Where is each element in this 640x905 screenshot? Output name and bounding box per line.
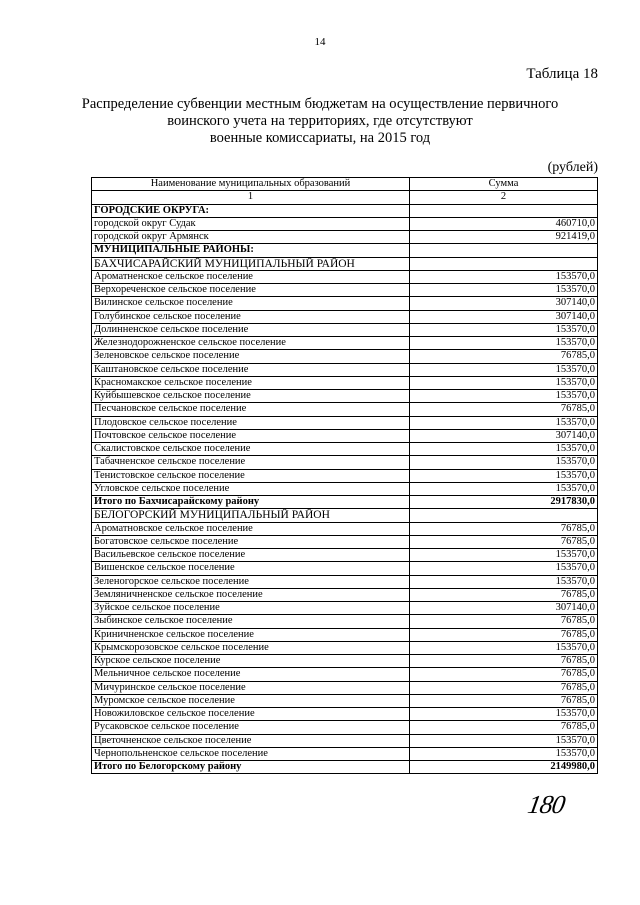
row-name-cell: городской округ Судак: [92, 217, 410, 230]
row-amount-cell: 153570,0: [410, 390, 598, 403]
table-row-item: [92, 390, 598, 403]
document-title: [70, 96, 570, 147]
row-amount-cell: 153570,0: [410, 363, 598, 376]
row-amount-cell: 2917830,0: [410, 496, 598, 509]
row-name-cell: Куйбышевское сельское поселение: [92, 390, 410, 403]
row-name-cell: Верхореченское сельское поселение: [92, 284, 410, 297]
table-row-item: [92, 350, 598, 363]
row-amount-cell: 76785,0: [410, 721, 598, 734]
row-name-cell: Мичуринское сельское поселение: [92, 681, 410, 694]
column-number-name: 1: [92, 191, 410, 204]
row-name-cell: Каштановское сельское поселение: [92, 363, 410, 376]
table-row-item: [92, 734, 598, 747]
row-amount-cell: 76785,0: [410, 615, 598, 628]
row-amount-cell: 307140,0: [410, 602, 598, 615]
table-row-item: [92, 443, 598, 456]
table-row-item: [92, 217, 598, 230]
row-amount-cell: 153570,0: [410, 734, 598, 747]
table-row-item: [92, 575, 598, 588]
row-name-cell: Зыбинское сельское поселение: [92, 615, 410, 628]
row-amount-cell: 76785,0: [410, 350, 598, 363]
header-row: [92, 178, 598, 191]
title-line: военные комиссариаты, на 2015 год: [209, 130, 431, 146]
row-amount-cell: 460710,0: [410, 217, 598, 230]
row-name-cell: Вилинское сельское поселение: [92, 297, 410, 310]
table-row-item: [92, 562, 598, 575]
title-line: воинского учета на территориях, где отсутствуют: [167, 113, 473, 129]
row-name-cell: Муромское сельское поселение: [92, 694, 410, 707]
table-row-item: [92, 323, 598, 336]
table-row-item: [92, 628, 598, 641]
row-amount-cell: 153570,0: [410, 284, 598, 297]
row-amount-cell: 153570,0: [410, 416, 598, 429]
table-row-section: [92, 204, 598, 217]
row-amount-cell: 307140,0: [410, 310, 598, 323]
row-name-cell: Почтовское сельское поселение: [92, 429, 410, 442]
row-amount-cell: 921419,0: [410, 231, 598, 244]
table-row-item: [92, 721, 598, 734]
row-name-cell: Красномакское сельское поселение: [92, 376, 410, 389]
row-amount-cell: [410, 244, 598, 257]
row-name-cell: Цветочненское сельское поселение: [92, 734, 410, 747]
row-amount-cell: 153570,0: [410, 708, 598, 721]
row-amount-cell: 76785,0: [410, 403, 598, 416]
table-row-item: [92, 429, 598, 442]
row-name-cell: Долинненское сельское поселение: [92, 323, 410, 336]
row-amount-cell: 153570,0: [410, 270, 598, 283]
table-row-item: [92, 615, 598, 628]
table-row-item: [92, 416, 598, 429]
table-row-item: [92, 535, 598, 548]
title-line: Распределение субвенции местным бюджетам на осуществление первичного: [81, 96, 559, 112]
row-name-cell: Итого по Бахчисарайскому району: [92, 496, 410, 509]
table-row-section: [92, 244, 598, 257]
row-amount-cell: 153570,0: [410, 469, 598, 482]
row-amount-cell: [410, 257, 598, 270]
row-name-cell: Железнодорожненское сельское поселение: [92, 337, 410, 350]
row-name-cell: Васильевское сельское поселение: [92, 549, 410, 562]
row-amount-cell: 153570,0: [410, 562, 598, 575]
row-amount-cell: 153570,0: [410, 323, 598, 336]
table-row-item: [92, 376, 598, 389]
table-row-item: [92, 297, 598, 310]
table-row-item: [92, 231, 598, 244]
row-name-cell: Табачненское сельское поселение: [92, 456, 410, 469]
row-name-cell: Зеленогорское сельское поселение: [92, 575, 410, 588]
row-amount-cell: 153570,0: [410, 482, 598, 495]
table-body: [92, 178, 598, 774]
row-amount-cell: 76785,0: [410, 588, 598, 601]
table-row-item: [92, 694, 598, 707]
header-name-cell: Наименование муниципальных образований: [92, 178, 410, 191]
table-row-item: [92, 310, 598, 323]
row-amount-cell: 153570,0: [410, 575, 598, 588]
row-name-cell: Криничненское сельское поселение: [92, 628, 410, 641]
row-name-cell: Плодовское сельское поселение: [92, 416, 410, 429]
row-name-cell: Итого по Белогорскому району: [92, 761, 410, 774]
row-amount-cell: 153570,0: [410, 641, 598, 654]
row-name-cell: городской округ Армянск: [92, 231, 410, 244]
table-row-item: [92, 337, 598, 350]
row-amount-cell: [410, 509, 598, 522]
table-row-item: [92, 681, 598, 694]
table-row-item: [92, 747, 598, 760]
row-name-cell: Курское сельское поселение: [92, 655, 410, 668]
row-amount-cell: 76785,0: [410, 668, 598, 681]
table-row-item: [92, 522, 598, 535]
row-amount-cell: 153570,0: [410, 456, 598, 469]
table-label: Таблица 18: [526, 66, 598, 82]
row-name-cell: Зеленовское сельское поселение: [92, 350, 410, 363]
row-amount-cell: 76785,0: [410, 628, 598, 641]
row-name-cell: Богатовское сельское поселение: [92, 535, 410, 548]
table-row-item: [92, 482, 598, 495]
table-row-item: [92, 363, 598, 376]
units-label: (рублей): [547, 160, 598, 175]
row-name-cell: Песчановское сельское поселение: [92, 403, 410, 416]
row-amount-cell: 153570,0: [410, 337, 598, 350]
row-name-cell: Голубинское сельское поселение: [92, 310, 410, 323]
row-name-cell: Крымскорозовское сельское поселение: [92, 641, 410, 654]
table-row-item: [92, 668, 598, 681]
column-number-row: [92, 191, 598, 204]
table-row-item: [92, 270, 598, 283]
row-name-cell: Угловское сельское поселение: [92, 482, 410, 495]
row-name-cell: МУНИЦИПАЛЬНЫЕ РАЙОНЫ:: [92, 244, 410, 257]
row-name-cell: БАХЧИСАРАЙСКИЙ МУНИЦИПАЛЬНЫЙ РАЙОН: [92, 257, 410, 270]
row-name-cell: Тенистовское сельское поселение: [92, 469, 410, 482]
table-row-item: [92, 284, 598, 297]
row-name-cell: Ароматновское сельское поселение: [92, 522, 410, 535]
row-amount-cell: 2149980,0: [410, 761, 598, 774]
row-name-cell: Мельничное сельское поселение: [92, 668, 410, 681]
row-name-cell: Ароматненское сельское поселение: [92, 270, 410, 283]
table-row-item: [92, 655, 598, 668]
table-row-item: [92, 588, 598, 601]
table-row-item: [92, 602, 598, 615]
table-row-item: [92, 403, 598, 416]
row-amount-cell: 153570,0: [410, 747, 598, 760]
table-row-district: [92, 257, 598, 270]
row-name-cell: ГОРОДСКИЕ ОКРУГА:: [92, 204, 410, 217]
row-amount-cell: 307140,0: [410, 429, 598, 442]
table-row-item: [92, 549, 598, 562]
row-name-cell: Вишенское сельское поселение: [92, 562, 410, 575]
row-name-cell: Русаковское сельское поселение: [92, 721, 410, 734]
row-amount-cell: 153570,0: [410, 376, 598, 389]
row-amount-cell: 76785,0: [410, 535, 598, 548]
row-amount-cell: 153570,0: [410, 549, 598, 562]
subvention-table: [91, 177, 598, 774]
row-name-cell: Чернопольненское сельское поселение: [92, 747, 410, 760]
page-number: 14: [314, 36, 326, 48]
row-amount-cell: 307140,0: [410, 297, 598, 310]
row-amount-cell: 153570,0: [410, 443, 598, 456]
row-name-cell: Новожиловское сельское поселение: [92, 708, 410, 721]
row-amount-cell: 76785,0: [410, 681, 598, 694]
row-name-cell: Скалистовское сельское поселение: [92, 443, 410, 456]
row-amount-cell: 76785,0: [410, 522, 598, 535]
table-row-item: [92, 708, 598, 721]
row-name-cell: Зуйское сельское поселение: [92, 602, 410, 615]
row-amount-cell: 76785,0: [410, 655, 598, 668]
table-row-item: [92, 469, 598, 482]
column-number-sum: 2: [410, 191, 598, 204]
table-row-item: [92, 456, 598, 469]
table-row-item: [92, 641, 598, 654]
handwritten-note: 180: [525, 790, 567, 819]
table-row-district: [92, 509, 598, 522]
table-row-total: [92, 496, 598, 509]
row-amount-cell: [410, 204, 598, 217]
table-row-total: [92, 761, 598, 774]
row-name-cell: БЕЛОГОРСКИЙ МУНИЦИПАЛЬНЫЙ РАЙОН: [92, 509, 410, 522]
row-amount-cell: 76785,0: [410, 694, 598, 707]
row-name-cell: Земляничненское сельское поселение: [92, 588, 410, 601]
header-sum-cell: Сумма: [410, 178, 598, 191]
